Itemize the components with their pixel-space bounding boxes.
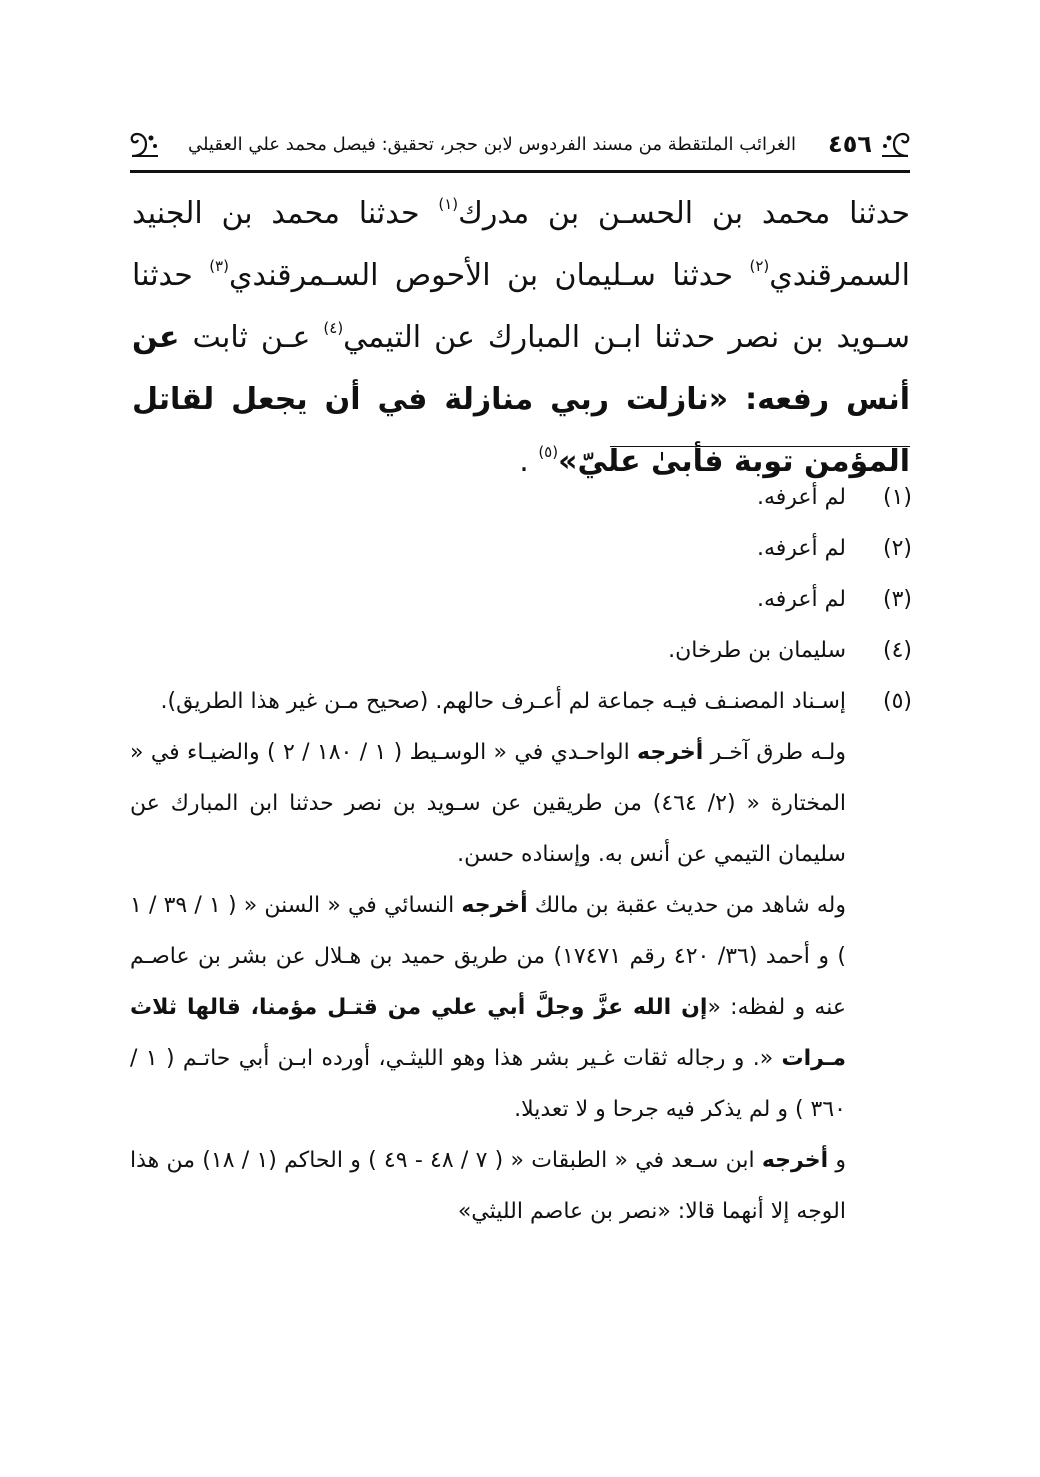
footnote-ref: (٤)	[323, 319, 344, 337]
footnote-text: سليمان بن طرخان.	[668, 638, 846, 663]
footnote-item	[130, 625, 912, 676]
text-run: أخرجه	[461, 893, 528, 918]
footnote-ref: (٥)	[538, 443, 559, 461]
text-run: .	[519, 444, 539, 479]
footnote-number: (٢)	[882, 536, 912, 561]
text-run: حدثنا سـليمان بن الأحوص السـمرقندي	[228, 258, 750, 293]
text-run: أخرجه	[637, 740, 704, 765]
footnotes	[130, 472, 912, 1237]
footnote-text: لم أعرفه.	[756, 536, 846, 561]
footnote-text: إسـناد المصنـف فيـه جماعة لم أعـرف حالهم. (صحيح مـن غير هذا الطريق).	[160, 689, 846, 714]
footnote-item	[130, 523, 912, 574]
text-run: وله شاهد من حديث عقبة بن مالك	[527, 893, 846, 918]
footnote-text: لم أعرفه.	[756, 587, 846, 612]
footnote-number: (٥)	[882, 689, 912, 714]
text-run: عـن ثابت	[179, 320, 324, 355]
text-run: «. و رجاله ثقات غـير بشر هذا وهو الليثـي، أورده ابـن أبي حاتـم ( ١ / ٣٦٠ ) و لم يذكر فيه جرحا و لا تعديلا.	[130, 1046, 846, 1122]
text-run: النسائي في « السنن « ( ١ / ٣٩ / ١ ) و أحمد (٣٦/ ٤٢٠ رقم ١٧٤٧١) من طريق حميد بن هـلال عن بشر بن عاصـم عنه و لفظه: «	[130, 893, 847, 1020]
footnote-ref: (٢)	[749, 257, 770, 275]
text-run: ابن سـعد في « الطبقات « ( ٧ / ٤٨ - ٤٩ ) و الحاكم (١ / ١٨) من هذا الوجه إلا أنهما قالا: «نصر بن عاصم الليثي»	[130, 1148, 846, 1224]
page-header	[130, 126, 910, 173]
footnote-continuation	[130, 1135, 846, 1237]
quoted-hadith: إن الله عزَّ وجلَّ أبي علي من قتـل مؤمنا، قالها ثلاث مـرات	[130, 995, 846, 1071]
text-run: ولـه طرق آخـر	[703, 740, 846, 765]
footnote-text: لم أعرفه.	[756, 485, 846, 510]
footnote-ref: (٣)	[209, 257, 229, 275]
hadith-text: عن أنس رفعه: «نازلت ربي منازلة في أن يجعل لقاتل المؤمن توبة فأبىٰ عليّ»	[132, 320, 910, 479]
text-run: الواحـدي في « الوسـيط ( ١ / ١٨٠ / ٢ ) والضيـاء في « المختارة « (٢/ ٤٦٤) من طريقين عن سـويد بن نصر حدثنا ابن المبارك عن سليمان التيمي عن أنس به. وإسناده حسن.	[130, 740, 847, 867]
footnote-separator	[610, 446, 910, 447]
footnote-item	[130, 676, 912, 727]
ornament-icon	[880, 130, 910, 158]
footnote-item	[130, 574, 912, 625]
footnote-number: (٤)	[882, 638, 912, 663]
text-run: حدثنا محمد بن الحسـن بن مدرك	[458, 196, 910, 231]
ornament-icon	[130, 130, 160, 158]
footnote-continuation	[130, 727, 846, 880]
text-run: و	[828, 1148, 846, 1173]
footnote-ref: (١)	[438, 195, 459, 213]
footnote-number: (١)	[882, 485, 912, 510]
footnote-item	[130, 472, 912, 523]
footnote-number: (٣)	[882, 587, 912, 612]
text-run: حدثنا محمد بن الجنيد السمرقندي	[132, 196, 910, 293]
footnote-continuation	[130, 880, 846, 1135]
text-run: أخرجه	[761, 1148, 829, 1173]
running-title: الغرائب الملتقطة من مسند الفردوس لابن حجر، تحقيق: فيصل محمد علي العقيلي	[187, 134, 797, 155]
page-number: ٤٥٦	[828, 130, 872, 158]
text-run: حدثنا سـويد بن نصر حدثنا ابـن المبارك عن التيمي	[132, 258, 910, 355]
